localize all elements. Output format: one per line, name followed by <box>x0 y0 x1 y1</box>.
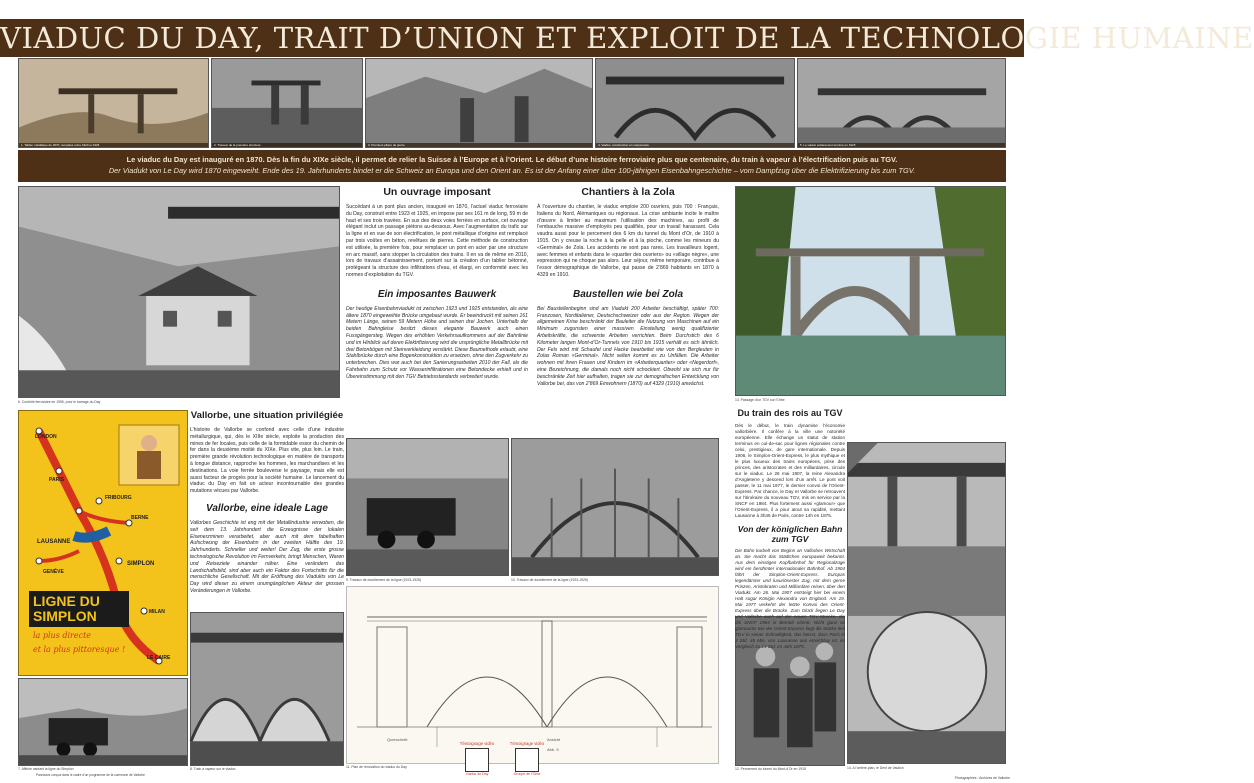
footer-credits: Panneaux conçus dans le cadre d’un programme de la commune de Vallorbe <box>36 773 145 777</box>
footer-video-1 <box>452 741 502 776</box>
top-photo-3 <box>365 58 593 148</box>
section-title-chantiers-fr: Chantiers à la Zola <box>581 186 675 198</box>
poster-city-milan: MILAN <box>149 609 165 615</box>
intro-text-de: Der Viadukt von Le Day wird 1870 eingeweiht. Ende des 19. Jahrhunderts bindet er die Schweiz an Europa und den Orient an. Es ist der Anfang einer über 100-jährigen Eisenbahngeschichte – vom Dampfzug über die Elektrifizierung bis zum TGV. <box>108 166 916 175</box>
top-photo-2 <box>211 58 363 148</box>
poster-city-geneve: GENÈVE <box>43 569 64 575</box>
photo-tgv-orbe <box>735 186 1006 396</box>
photo-workers-2 <box>511 438 719 576</box>
caption-6: 6. Contrôle ferroviaire en 1955, pour le barrage du Day <box>18 400 101 404</box>
qr-code-icon[interactable] <box>515 748 539 772</box>
qr-code-icon[interactable] <box>465 748 489 772</box>
poster-subtitle-2: et la plus pittoresque ! <box>33 645 126 654</box>
bridge-photo-icon <box>19 59 208 147</box>
qr-2-label: Groupe de l’Orbe <box>513 772 541 776</box>
workers-photo-icon <box>347 439 508 575</box>
caption-14: 14. A l’arrière-plan, le Dent de Vaulion <box>847 766 904 770</box>
section-title-ouvrage-de: Ein imposantes Bauwerk <box>377 288 497 300</box>
section-text-chantiers-fr: À l’ouverture du chantier, le viaduc emploie 200 ouvriers, puis 700 : Français, Italiens du Nord, Alémaniques ou régionaux. La crise ambiante incite le maître d’œuvre à limiter au maximum l’utilisation des machines, au profit de l’embauche massive d’employés peu qualifiés, pour un travail harassant. Cela vaudra aussi pour le percement des 6 km du tunnel du Mont d’Or, de 1910 à 1915. On y creuse la roche à la pelle et à la pioche, comme les mineurs du «Germinal» de Zola. Les accidents ne sont pas rares. Les travailleurs logent, avec femmes et enfants dans le «quartier des ouvriers» ou «village nègre», une expression qui ne choque pas alors. Leur séjour, même temporaire, contribue à l’essor démographique de Vallorbe, qui passe de 2’869 habitants en 1870 à 4329 en 1910. <box>537 204 719 278</box>
section-title-vallorbe-fr: Vallorbe, une situation privilégiée <box>190 410 344 421</box>
plan-label-1: Querschnitt <box>387 737 408 742</box>
photo-caption: 5. Le viaduc entièrement terminé en 1925 <box>798 143 1005 147</box>
steam-train-photo-icon <box>19 679 187 765</box>
section-vallorbe <box>190 410 344 610</box>
house-photo-icon <box>19 187 339 397</box>
section-title-rois-fr: Du train des rois au TGV <box>737 408 843 418</box>
section-chantiers <box>537 186 719 434</box>
poster-city-simplon: SIMPLON <box>127 561 155 567</box>
poster-title: LIGNE DU SIMPLON <box>29 591 129 627</box>
photo-station-house <box>18 186 340 398</box>
intro-text-fr: Le viaduc du Day est inauguré en 1870. Dès la fin du XIXe siècle, il permet de relier la Suisse à l’Europe et à l’Orient. Le début d’une histoire ferroviaire plus que centenaire, du train à vapeur à l’électrification puis au TGV. <box>126 155 898 164</box>
section-text-chantiers-de: Bei Baustellenbeginn sind am Viadukt 200 Arbeiter beschäftigt, später 700: Franzosen, Norditaliener, Deutschschweizer oder aus der Region. Wegen der allgemeinen Krise beschränkt der Bauleiter die Nutzung von Maschinen auf ein Minimum zugunsten einer massiven Einstellung wenig qualifizierter Arbeitskräfte, die schwerste Arbeiten verrichten. Beim Durchstich des 6 Kilometer langen Mont-d’Or-Tunnels von 1910 bis 1915 verhält es sich ähnlich. Der Fels wird mit Schaufel und Hacke bearbeitet wie von den Bergleuten in Zolas Roman «Germinal». Nicht selten kommt es zu Unfällen. Die Arbeiter wohnen mit ihren Frauen und Kindern im «Arbeiterquartier» oder «Negerdorf», eine Bezeichnung, die damals noch nicht schockiert. Obwohl sie sich nur für beschränkte Zeit hier aufhalten, tragen sie zur demografischen Entwicklung von Vallorbe bei, das von 2’869 Einwohnern (1870) auf 4329 (1910) anwächst. <box>537 305 719 387</box>
photo-caption: 1. Tablier métallique de 1870, remplacé entre 1923 et 1925 <box>19 143 208 147</box>
intro-band <box>18 150 1006 182</box>
top-photo-1 <box>18 58 209 148</box>
video-label-2: Témoignage vidéo <box>509 741 545 746</box>
caption-9: 9. Travaux de doublement de la ligne (1923-1925) <box>346 578 422 582</box>
section-title-rois-de: Von der königlichen Bahn zum TGV <box>737 524 843 544</box>
poster-city-berne: BERNE <box>131 515 149 521</box>
caption-7: 7. Affiche vantant la ligne du Simplon <box>18 767 74 771</box>
caption-11: 11. Plan de rénovation du viaduc du Day <box>346 765 407 769</box>
poster-subtitle-1: la plus directe <box>33 631 92 640</box>
poster-city-fribourg: FRIBOURG <box>105 495 132 501</box>
pillars-photo-icon <box>366 59 592 147</box>
photo-dent-vaulion <box>847 442 1006 764</box>
arch-bridge-photo-icon <box>596 59 794 147</box>
section-ouvrage <box>346 186 528 434</box>
simplon-poster <box>18 410 188 676</box>
scaffold-photo-icon <box>512 439 718 575</box>
landscape-photo-icon <box>736 187 1005 395</box>
section-title-ouvrage-fr: Un ouvrage imposant <box>383 186 491 198</box>
plan-label-3: Abb. 5 <box>547 747 559 752</box>
construction-photo-icon <box>212 59 362 147</box>
section-text-rois-fr: Dès le début, le train dynamise l’économie vallorbière. Il confère à la ville une notoriété européenne. Elle échange un statut de station terminus en cul-de-sac pour lignes régionales contre celui, prestigieux, de gare internationale. Depuis 1906, le Simplon-Orient-Express, le plus mythique et le plus luxueux des trains européens, prise des princes, des aristocrates et des milliardaires, circule sur le viaduc. Le 26 mai 1907, la reine Alexandra d’Angleterre y descend lors d’un arrêt. Le pont voit passer, le 11 mai 1977, le dernier convoi de l’Orient-Express. Par chance, le Day et Vallorbe se retrouvent sur l’itinéraire du nouveau TGV, mis en service par la SNCF en 1984. Plus fortement aussi «glamour» que l’Orient-Express, il a pour atout sa rapidité, mettant Lausanne à 3h45 de Paris, contre 14h en 1875. <box>735 423 845 518</box>
section-text-ouvrage-de: Der heutige Eisenbahnviadukt ist zwischen 1923 und 1925 entstanden, als eine ältere 1870 eingeweihte Brücke umgebaut wurde. Er beeindruckt mit seinen 161 Metern Länge, seinen 59 Metern Höhe und seinen drei Jochen. Unterhalb der beiden Bahngleise besitzt dieses elegante Bauwerk auch einen Fussgängersteg. Wegen des erhöhten Verkehrsaufkommens auf der Bahnlinie und im Hinblick auf deren Elektrifizierung wird die ursprüngliche Metallbrücke mit drei Betonbögen mit Steinverkleidung verstärkt. Diese Baumethode erlaubt, eine Stahlbrücke durch eine Bogenkonstruktion zu ersetzen, ohne den Zugverkehr zu unterbrechen. Dies war auch bei den Sanierungsarbeiten 2010 der Fall, als die Fahrbahn zum Schutz vor Wasserinfiltrationen eine Betondecke erhielt und in Übereinstimmung mit den TGV Betriebsstandards verbreitert wurde. <box>346 305 528 380</box>
caption-8: 8. Train à vapeur sur le viaduc <box>190 767 236 771</box>
caption-10: 10. Travaux de doublement de la ligne (1923-1925) <box>511 578 588 582</box>
technical-plan <box>346 586 719 764</box>
top-photo-5 <box>797 58 1006 148</box>
plan-label-2: Ansicht <box>547 737 561 742</box>
viaduct-reflection-photo-icon <box>848 443 1005 763</box>
photo-caption: 4. Viaduc, construction en maçonnerie <box>596 143 794 147</box>
section-title-vallorbe-de: Vallorbe, eine ideale Lage <box>206 502 328 514</box>
caption-12: 12. Percement du tunnel du Mont-d’Or en 1915 <box>735 767 806 771</box>
qr-1-label: Viaduc du Day <box>465 772 489 776</box>
page-title: VIADUC DU DAY, TRAIT D’UNION ET EXPLOIT DE LA TECHNOLOGIE HUMAINE <box>0 21 1254 55</box>
footer-right-note: Photographies : Archives de Vallorbe <box>954 776 1010 780</box>
section-text-vallorbe-fr: L’histoire de Vallorbe se confond avec celle d’une industrie métallurgique, qui, dès le XIIIe siècle, exploite la production des mines de fer locales, puis celle de la formidable essor du chemin de fer dans la deuxième moitié du XIXe. Plus vite, plus loin. Le train, première grande révolution technologique en matière de transports à longue distance, rapproche les hommes, les marchandises et les destinations. La voie ferrée bouleverse le paysage, mais elle est aussi facteur de progrès pour la société humaine. Le lancement du viaduc du Day en fait un acteur incontournable des grandes mutations vécues par Vallorbe. <box>190 427 344 495</box>
footer-video-2 <box>502 741 552 776</box>
photo-caption: 2. Travaux de la première structure <box>212 143 362 147</box>
section-title-chantiers-de: Baustellen wie bei Zola <box>572 288 684 300</box>
poster-city-lausanne: LAUSANNE <box>37 539 71 545</box>
top-photo-4 <box>595 58 795 148</box>
section-text-rois-de: Die Bahn kurbelt von Beginn an Vallorbes Wirtschaft an. Sie macht das Städtchen europaweit bekannt. Aus dem einstigen Kopfbahnhof für Regionalzüge wird ein berühmter internationaler Bahnhof. Ab 1904 fährt der Simplon-Orient-Express. Europas legendärster und luxuriösester Zug, mit dem gerne Prinzen, Aristokraten und Milliardäre reisen, über den Viadukt. Am 26. Mai 1907 entsteigt hier bei einem Halt sogar Königin Alexandra von England. Am 19. Mai 1977 verkehrt der letzte Konvoi des Orient-Express über die Brücke. Zum Glück liegen Le Day und Vallorbe auch auf der neuen TGV-Strecke, die die SNCF 1984 in Betrieb nimmt. Nicht ganz so glamourös wie der Orient-Express liegt die Stärke des TGV in seiner Schnelligkeit, das heisst, dass Paris in 3 Std. 45 Min. von Lausanne aus erreichbar ist, im Vergleich zu 14 Std. im Jahr 1875. <box>735 548 845 649</box>
finished-viaduct-photo-icon <box>798 59 1005 147</box>
section-rois <box>735 408 845 649</box>
photo-workers-1 <box>346 438 509 576</box>
section-text-vallorbe-de: Vallorbes Geschichte ist eng mit der Metallindustrie verwoben, die seit dem 13. Jahrhundert die Erzeugnisse der lokalen Eisenerzminen verarbeitet, aber auch mit dem fabelhaften Aufschwung der Eisenbahn in der zweiten Hälfte des 19. Jahrhunderts. Schneller und weiter! Der Zug, die erste grosse technologische Revolution im Fernverkehr, bringt Menschen, Waren und Reiseziele einander näher. Eine verändern das Landschaftsbild, sind aber auch ein Faktor des Fortschritts für die menschliche Gesellschaft. Mit der Eröffnung des Viadukts von Le Day wird dieser zu einem unumgänglichen Akteur der grossen Veränderungen in Vallorbe. <box>190 519 344 594</box>
photo-steam-train <box>18 678 188 766</box>
video-label-1: Témoignage vidéo <box>459 741 495 746</box>
viaduct-photo-icon <box>191 613 343 765</box>
section-text-ouvrage-fr: Succédant à un pont plus ancien, inauguré en 1870, l’actuel viaduc ferroviaire du Day, construit entre 1923 et 1925, en impose par ses 161 m de long, 59 m de haut et ses trois travées. En sus des deux voies ferrées en surface, cet ouvrage élégant inclut un passage piétons au-dessous. Avec l’augmentation du trafic sur la ligne et en vue de son électrification, le pont métallique d’origine est remplacé par trois voûtes en béton, revêtues de pierres. Cette méthode de construction est utilisée, la première fois, pour remplacer un pont en acier par une structure en arc massif, sans stopper la circulation des trains. Il en va de même en 2010, lors de travaux d’assainissement, portant sur la création d’un tablier bétonné, protégeant la structure des infiltrations d’eau, et élargi, en conformité avec les normes d’exploitation du TGV. <box>346 204 528 278</box>
photo-caption: 3. Premiers piliers de pierre <box>366 143 592 147</box>
poster-city-paris: PARIS <box>49 477 64 483</box>
poster-city-london: LONDON <box>35 434 57 440</box>
photo-viaduct-steam <box>190 612 344 766</box>
caption-13: 13. Passage d’un TGV sur l’Orbe <box>735 398 785 402</box>
poster-city-lecaire: LE CAIRE <box>147 655 171 661</box>
